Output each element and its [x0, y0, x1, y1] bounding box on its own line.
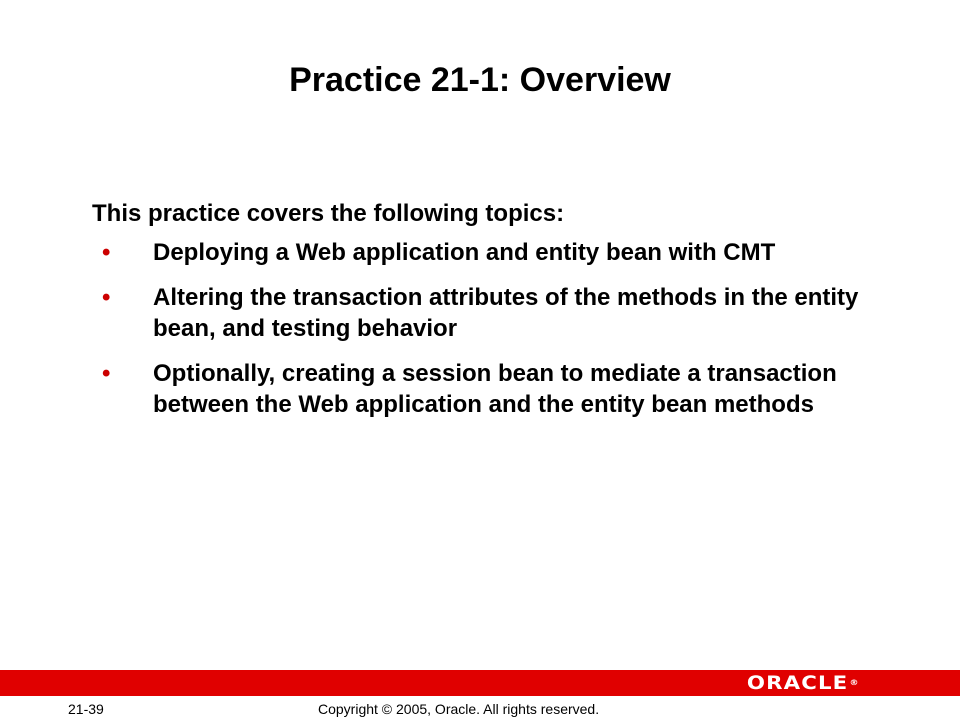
copyright-notice: Copyright © 2005, Oracle. All rights reserved.: [318, 701, 600, 717]
list-item-text: Altering the transaction attributes of the methods in the entity bean, and testing behavior: [153, 284, 859, 342]
oracle-logo-text: ORACLE: [747, 672, 849, 694]
list-item: [102, 237, 862, 268]
oracle-logo: [747, 673, 860, 693]
list-item-text: Deploying a Web application and entity bean with CMT: [153, 239, 776, 266]
list-item-text: Optionally, creating a session bean to mediate a transaction between the Web application and the entity bean methods: [153, 360, 837, 418]
bullet-icon: •: [102, 284, 111, 311]
slide-title: Practice 21-1: Overview: [289, 61, 671, 99]
registered-mark: ®: [849, 678, 860, 687]
list-item: [102, 282, 862, 344]
list-item: [102, 358, 862, 420]
topic-list: [102, 237, 862, 434]
bullet-icon: •: [102, 360, 111, 387]
slide-number: 21-39: [68, 701, 104, 717]
intro-text: This practice covers the following topics:: [92, 200, 565, 227]
bullet-icon: •: [102, 239, 111, 266]
footer-bar: [0, 670, 960, 696]
